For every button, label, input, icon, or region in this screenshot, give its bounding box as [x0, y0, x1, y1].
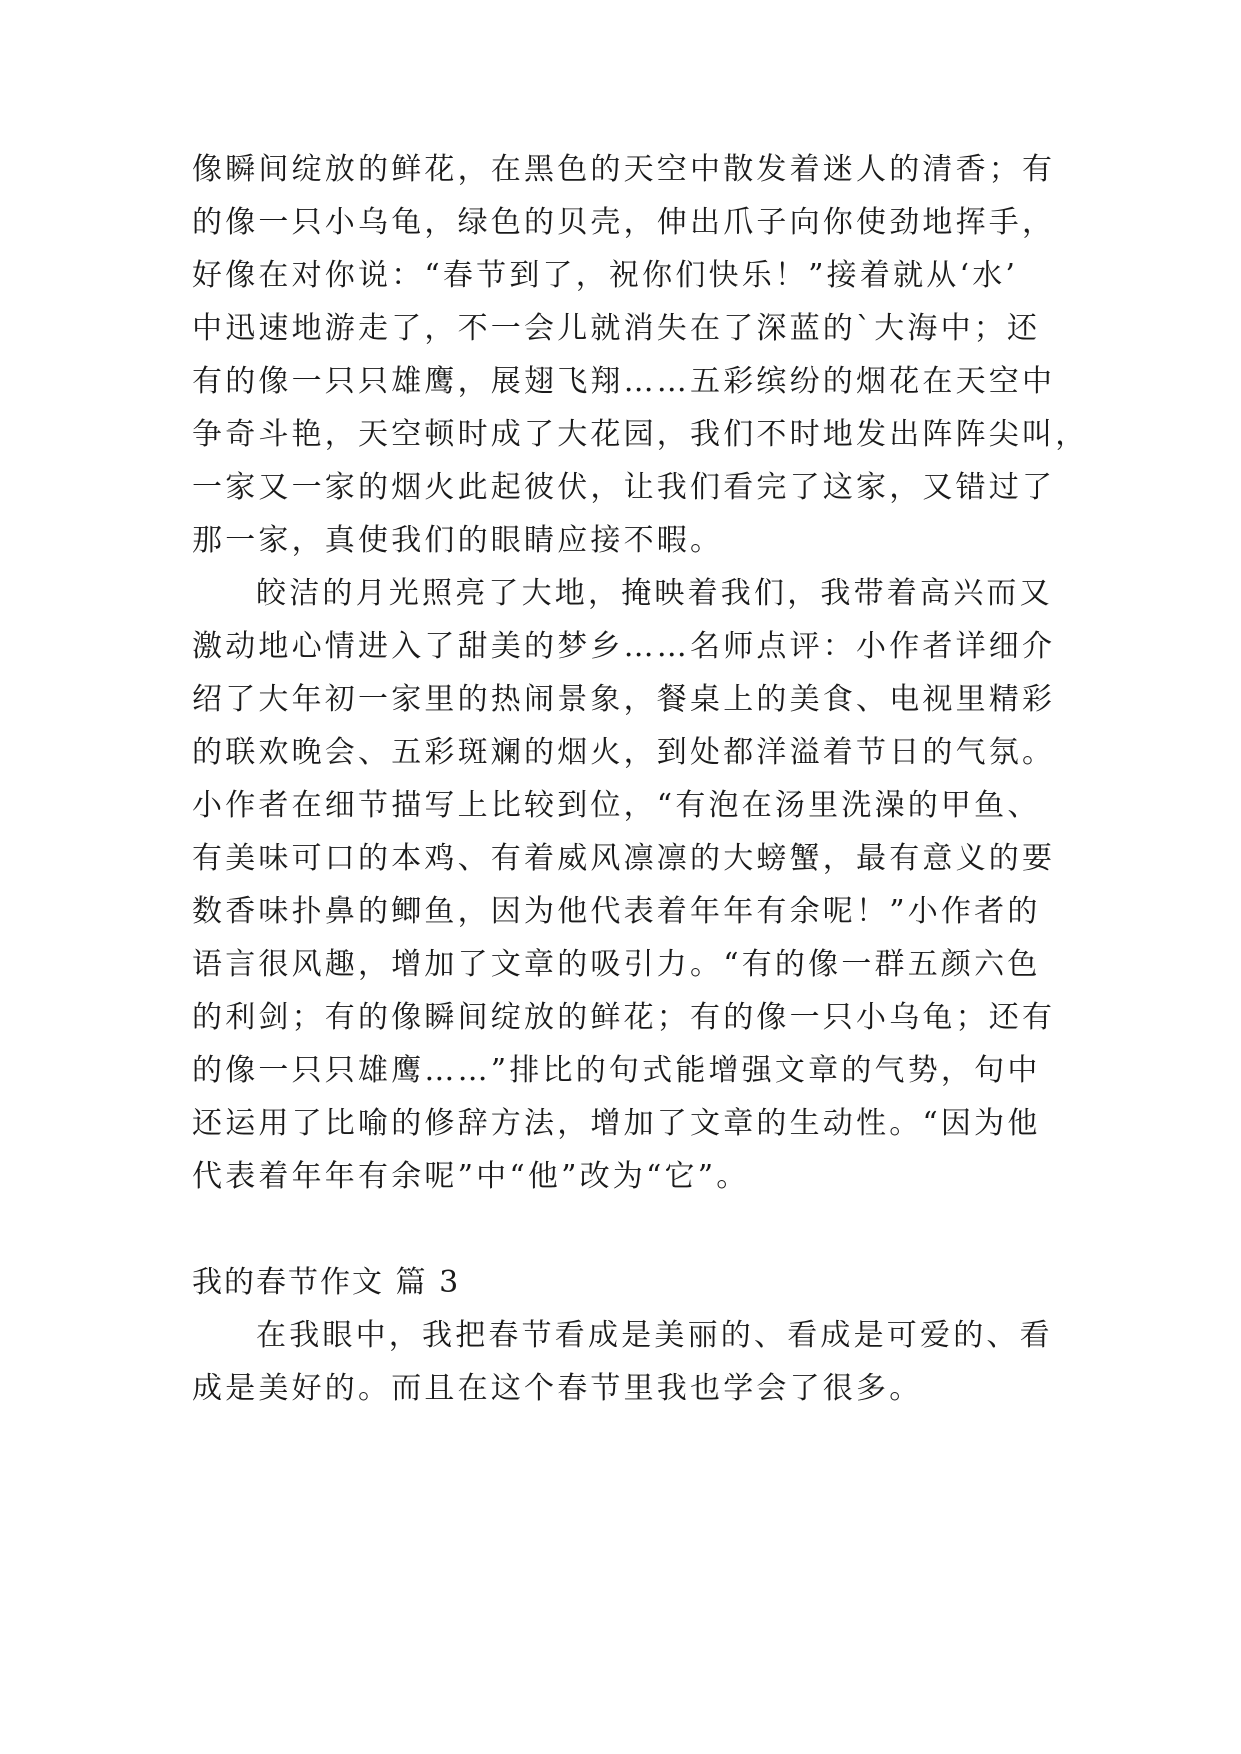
text-line: 那一家，真使我们的眼睛应接不暇。: [192, 523, 724, 558]
text-line: 数香味扑鼻的鲫鱼，因为他代表着年年有余呢！”小作者的: [192, 894, 1041, 929]
text-line: 的像一只只雄鹰……”排比的句式能增强文章的气势，句中: [192, 1053, 1041, 1088]
text-line: 像瞬间绽放的鲜花，在黑色的天空中散发着迷人的清香；有: [192, 152, 1056, 187]
text-line: 代表着年年有余呢”中“他”改为“它”。: [192, 1159, 750, 1194]
text-line: 绍了大年初一家里的热闹景象，餐桌上的美食、电视里精彩: [192, 682, 1056, 717]
text-line: 的像一只小乌龟，绿色的贝壳，伸出爪子向你使劲地挥手，: [192, 205, 1056, 240]
text-line: 语言很风趣，增加了文章的吸引力。“有的像一群五颜六色: [192, 947, 1041, 982]
text-line: 的联欢晚会、五彩斑斓的烟火，到处都洋溢着节日的气氛。: [192, 735, 1056, 770]
text-line: 争奇斗艳，天空顿时成了大花园，我们不时地发出阵阵尖叫，: [192, 417, 1089, 452]
text-line: 的利剑；有的像瞬间绽放的鲜花；有的像一只小乌龟；还有: [192, 1000, 1056, 1035]
text-line: 中迅速地游走了，不一会儿就消失在了深蓝的`大海中；还: [192, 311, 1041, 346]
text-line: 一家又一家的烟火此起彼伏，让我们看完了这家，又错过了: [192, 470, 1056, 505]
text-line: 成是美好的。而且在这个春节里我也学会了很多。: [192, 1371, 923, 1406]
text-line: 还运用了比喻的修辞方法，增加了文章的生动性。“因为他: [192, 1106, 1041, 1141]
section-heading: 我的春节作文 篇 3: [192, 1265, 461, 1300]
text-line: 激动地心情进入了甜美的梦乡……名师点评：小作者详细介: [192, 629, 1056, 664]
text-line: 有的像一只只雄鹰，展翅飞翔……五彩缤纷的烟花在天空中: [192, 364, 1056, 399]
paragraph-first-line: 皎洁的月光照亮了大地，掩映着我们，我带着高兴而又: [256, 576, 1053, 611]
paragraph-first-line: 在我眼中，我把春节看成是美丽的、看成是可爱的、看: [256, 1318, 1053, 1353]
text-line: 有美味可口的本鸡、有着威风凛凛的大螃蟹，最有意义的要: [192, 841, 1056, 876]
text-line: 好像在对你说：“春节到了，祝你们快乐！”接着就从‘水’: [192, 258, 1019, 293]
text-line: 小作者在细节描写上比较到位，“有泡在汤里洗澡的甲鱼、: [192, 788, 1041, 823]
